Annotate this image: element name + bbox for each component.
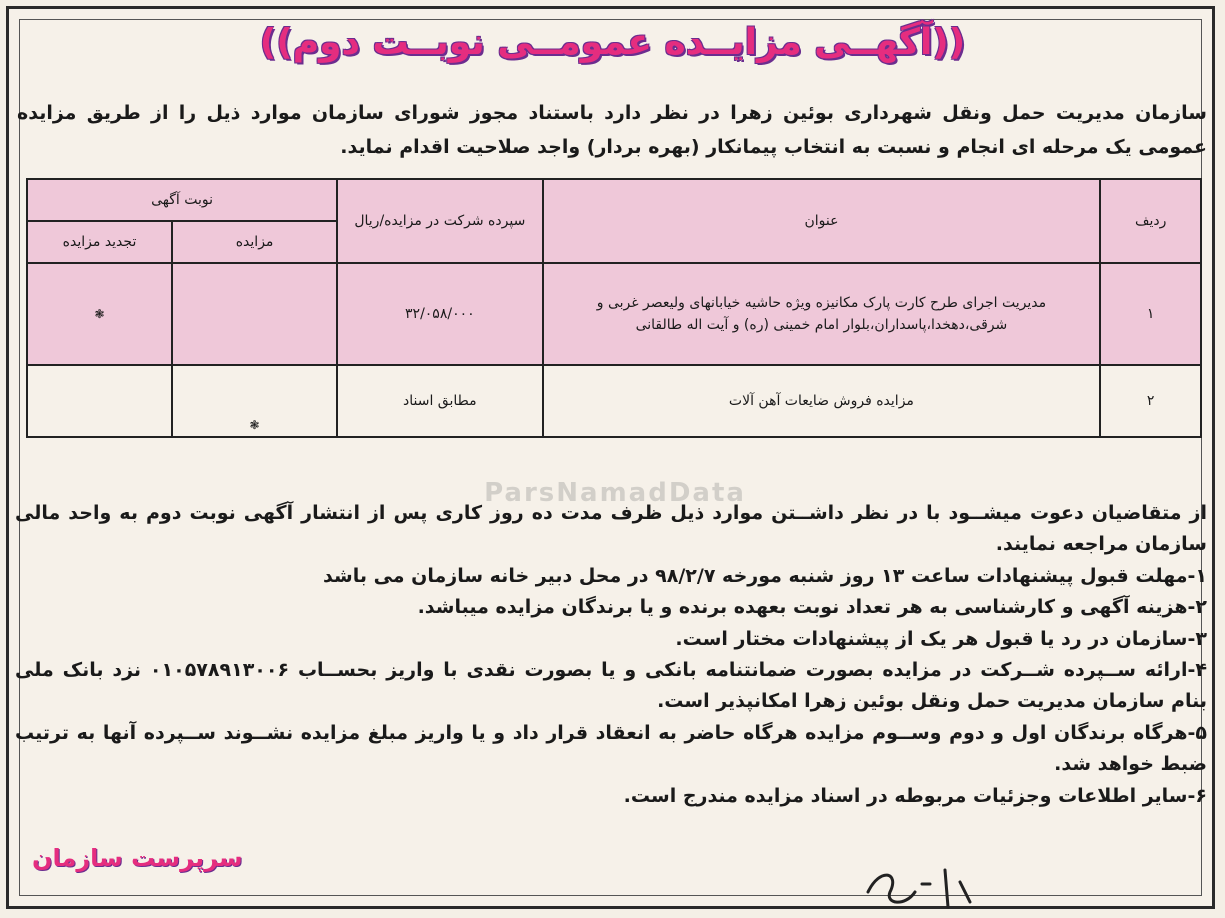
intro-paragraph: سازمان مدیریت حمل ونقل شهرداری بوئین زهرا در نظر دارد باستناد مجوز شورای سازمان موارد ذیل را از طریق مزایده عمومی یک مرحله ای انجام و نسبت به انتخاب پیمانکار (بهره بردار) واجد صلاحیت اقدام نماید. (17, 102, 1207, 158)
cell-renewal: ❃ (27, 263, 172, 365)
conditions-intro: از متقاضیان دعوت میشــود با در نظر داشــتن موارد ذیل ظرف مدت ده روز کاری پس از انتشار آگهی نوبت دوم به واحد مالی سازمان مراجعه نمایند. (15, 502, 1207, 556)
header-row-number: ردیف (1100, 179, 1201, 263)
signature-mark (860, 862, 980, 912)
condition-item: ۵-هرگاه برندگان اول و دوم وســوم مزایده هرگاه حاضر به انعقاد قرار داد و یا واریز مبلغ مزایده نشــوند ســپرده آنها به ترتیب ضبط خواهد شد. (15, 721, 1207, 776)
header-deposit: سپرده شرکت در مزایده/ریال (337, 179, 542, 263)
table-row (27, 365, 1201, 437)
cell-deposit: ۳۲/۰۵۸/۰۰۰ (337, 263, 542, 365)
cell-title: مزایده فروش ضایعات آهن آلات (543, 365, 1101, 437)
table-row (27, 263, 1201, 365)
condition-item: ۶-سایر اطلاعات وجزئیات مربوطه در اسناد مزایده مندرج است. (623, 784, 1207, 807)
header-auction: مزایده (172, 221, 337, 263)
condition-item: ۳-سازمان در رد یا قبول هر یک از پیشنهادات مختار است. (675, 627, 1207, 650)
ad-title: ((آگهــی مزایــده عمومــی نوبــت دوم)) (259, 22, 966, 63)
conditions-text (15, 498, 1207, 812)
header-turn: نوبت آگهی (27, 179, 337, 221)
watermark-text: ParsNamadData (484, 478, 746, 508)
cell-renewal (27, 365, 172, 437)
condition-item: ۲-هزینه آگهی و کارشناسی به هر تعداد نوبت بعهده برنده و یا برندگان مزایده میباشد. (417, 596, 1207, 619)
auction-table (26, 178, 1202, 438)
cell-row-number: ۱ (1100, 263, 1201, 365)
cell-title: مدیریت اجرای طرح کارت پارک مکانیزه ویژه حاشیه خیابانهای ولیعصر غربی و شرقی،دهخدا،پاسداران،بلوار امام خمینی (ره) و آیت اله طالقانی (543, 263, 1101, 365)
cell-auction (172, 263, 337, 365)
condition-item: ۴-ارائه ســپرده شــرکت در مزایده بصورت ضمانتنامه بانکی و یا بصورت نقدی با واریز بحســاب ۰۱۰۵۷۸۹۱۳۰۰۶ نزد بانک ملی بنام سازمان مدیریت حمل ونقل بوئین زهرا امکانپذیر است. (15, 659, 1207, 713)
header-title: عنوان (543, 179, 1101, 263)
cell-row-number: ۲ (1100, 365, 1201, 437)
table-header-row (27, 179, 1201, 221)
signer-title: سرپرست سازمان (32, 844, 243, 872)
condition-item: ۱-مهلت قبول پیشنهادات ساعت ۱۳ روز شنبه مورخه ۹۸/۲/۷ در محل دبیر خانه سازمان می باشد (323, 564, 1207, 587)
header-renewal: تجدید مزایده (27, 221, 172, 263)
cell-deposit: مطابق اسناد (337, 365, 542, 437)
cell-auction: ❃ (172, 365, 337, 437)
